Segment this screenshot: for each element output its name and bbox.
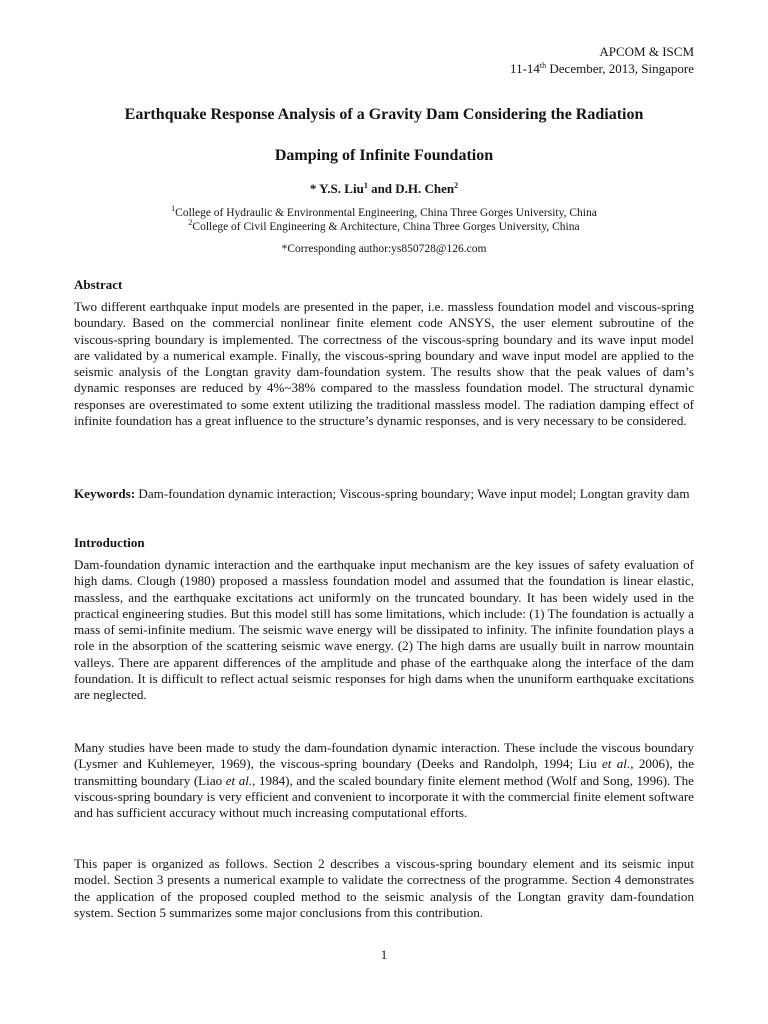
date-superscript: th [539, 61, 547, 70]
affiliation-1-text: College of Hydraulic & Environmental Engineering, China Three Gorges University, China [175, 207, 597, 219]
affiliation-1-sup: 1 [171, 204, 176, 213]
introduction-paragraph-2 [74, 740, 694, 821]
introduction-heading: Introduction [74, 535, 145, 550]
p2-part-c: , 1984), and the scaled boundary finite element method (Wolf and Song, 1996). The viscous-spring boundary is very efficient and convenient to incorporate it with the commercial finite element software and has sufficient accuracy without much increasing computational efforts. [74, 772, 694, 821]
corresponding-author: *Corresponding author:ys850728@126.com [281, 243, 487, 255]
date-prefix: 11-14 [510, 61, 540, 76]
abstract-heading: Abstract [74, 277, 123, 292]
introduction-paragraph-1: Dam-foundation dynamic interaction and the earthquake input mechanism are the key issues of safety evaluation of high dams. Clough (1980) proposed a massless foundation model and assumed that the foundation is linear elastic, massless, and the earthquake excitations act uniformly on the truncated boundary. It has been widely used in the practical engineering studies. But this model still has some limitations, which include: (1) The foundation is actually a mass of semi-infinite medium. The seismic wave energy will be dissipated to infinity. The infinite foundation plays a role in the absorption of the scattering seismic wave energy. (2) The high dams are usually built in narrow mountain valleys. There are apparent differences of the amplitude and phase of the earthquake along the interface of the dam foundation. It is difficult to reflect actual seismic responses for high dams when the ununiform earthquake excitations are neglected. [74, 557, 694, 703]
conference-header [374, 43, 694, 77]
affiliation-2-sup: 2 [188, 218, 193, 227]
affiliation-1 [60, 206, 708, 220]
date-rest: December, 2013, Singapore [546, 61, 694, 76]
affiliation-2-text: College of Civil Engineering & Architecture, China Three Gorges University, China [192, 221, 580, 233]
keywords-text: Dam-foundation dynamic interaction; Viscous-spring boundary; Wave input model; Longtan gravity dam [135, 486, 690, 501]
p2-part-b: , 2006), the transmitting boundary (Liao [74, 756, 695, 788]
affiliation-2 [60, 220, 708, 234]
abstract-text: Two different earthquake input models are presented in the paper, i.e. massless foundation model and viscous-spring boundary. Based on the commercial nonlinear finite element code ANSYS, the user element subroutine of the viscous-spring boundary is implemented. The correctness of the viscous-spring boundary and its wave input model are validated by a numerical example. Finally, the viscous-spring boundary and wave input model are applied to the seismic analysis of the Longtan gravity dam-foundation system. The results show that the peak values of dam’s dynamic responses are reduced by 4%~38% compared to the massless foundation model. The structural dynamic responses are overestimated to some extent utilizing the traditional massless model. The radiation damping effect of infinite foundation has a great influence to the structure’s dynamic responses, and is very necessary to be considered. [74, 299, 694, 429]
conference-name: APCOM & ISCM [599, 44, 694, 59]
p2-etal-1: et al. [601, 756, 631, 772]
paper-title-line-1: Earthquake Response Analysis of a Gravity Dam Considering the Radiation [124, 106, 644, 123]
author-1: * Y.S. Liu [309, 181, 364, 196]
conference-date [374, 60, 694, 77]
author-2: and D.H. Chen [367, 181, 455, 196]
p2-etal-2: et al. [225, 772, 253, 788]
author-1-sup: 1 [363, 181, 368, 190]
author-line [60, 180, 708, 197]
author-2-sup: 2 [454, 181, 459, 190]
page-number: 1 [380, 947, 388, 962]
paper-title-line-2: Damping of Infinite Foundation [274, 147, 494, 164]
keywords [74, 486, 694, 502]
keywords-label: Keywords: [74, 486, 136, 501]
introduction-paragraph-3: This paper is organized as follows. Section 2 describes a viscous-spring boundary element and its seismic input model. Section 3 presents a numerical example to validate the correctness of the programme. Section 4 demonstrates the application of the proposed coupled method to the seismic analysis of the Longtan gravity dam-foundation system. Section 5 summarizes some major conclusions from this contribution. [74, 856, 694, 920]
p2-part-a: Many studies have been made to study the dam-foundation dynamic interaction. These include the viscous boundary (Lysmer and Kuhlemeyer, 1969), the viscous-spring boundary (Deeks and Randolph, 1994; Liu [74, 740, 694, 772]
